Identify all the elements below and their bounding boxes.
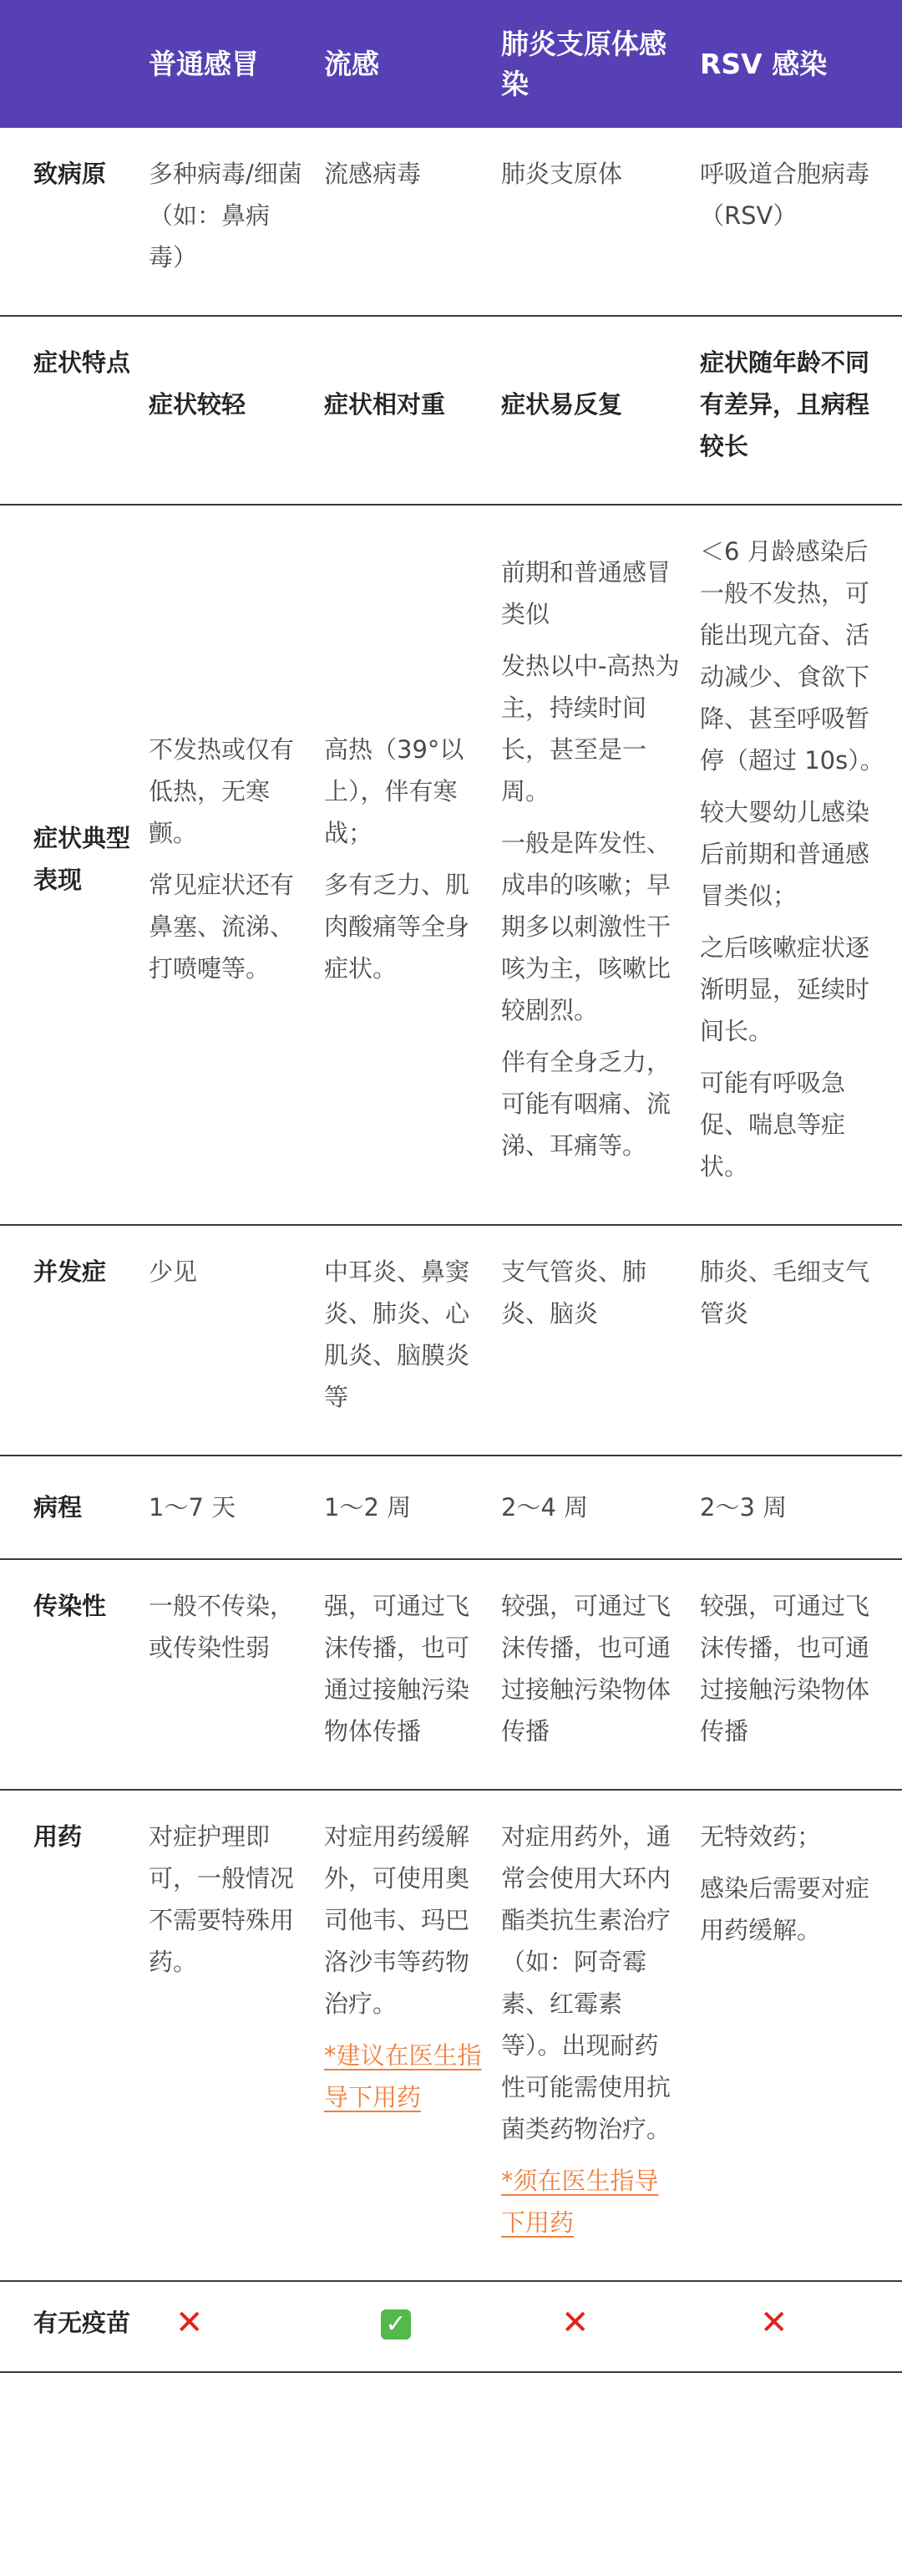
cell-rsv-complication: 肺炎、毛细支气管炎 [693, 1225, 902, 1456]
cell-rsv-course: 2～3 周 [693, 1456, 902, 1559]
cell-flu-course: 1～2 周 [317, 1456, 494, 1559]
table-header [0, 0, 902, 128]
row-label: 症状典型表现 [0, 505, 142, 1225]
cell-rsv-feature: 症状随年龄不同有差异，且病程较长 [693, 316, 902, 505]
doctor-guidance-note[interactable]: *建议在医生指导下用药 [324, 2041, 482, 2111]
row-label: 病程 [0, 1456, 142, 1559]
cell-myco-typical [494, 505, 693, 1225]
header-influenza: 流感 [317, 0, 494, 128]
row-label: 有无疫苗 [0, 2281, 142, 2372]
paragraph: 发热以中-高热为主，持续时间长，甚至是一周。 [501, 652, 680, 805]
cell-cold-feature: 症状较轻 [142, 316, 317, 505]
header-corner [0, 0, 142, 128]
cell-rsv-typical [693, 505, 902, 1225]
cell-myco-complication: 支气管炎、肺炎、脑炎 [494, 1225, 693, 1456]
row-course [0, 1456, 902, 1559]
cell-flu-contagious: 强，可通过飞沫传播，也可通过接触污染物体传播 [317, 1559, 494, 1790]
paragraph: 一般是阵发性、成串的咳嗽；早期多以刺激性干咳为主，咳嗽比较剧烈。 [501, 829, 671, 1024]
cell-myco-feature: 症状易反复 [494, 316, 693, 505]
cell-cold-course: 1～7 天 [142, 1456, 317, 1559]
paragraph: 伴有全身乏力，可能有咽痛、流涕、耳痛等。 [501, 1048, 671, 1160]
cell-flu-vaccine [317, 2281, 494, 2372]
cross-icon: ✕ [760, 2304, 788, 2342]
row-medication [0, 1790, 902, 2281]
cell-cold-pathogen: 多种病毒/细菌（如：鼻病毒） [142, 128, 317, 316]
cross-icon: ✕ [175, 2304, 204, 2342]
header-mycoplasma: 肺炎支原体感染 [494, 0, 693, 128]
cell-myco-course: 2～4 周 [494, 1456, 693, 1559]
row-contagious [0, 1559, 902, 1790]
row-label: 传染性 [0, 1559, 142, 1790]
paragraph: 多有乏力、肌肉酸痛等全身症状。 [324, 871, 470, 983]
paragraph: 无特效药； [700, 1822, 822, 1851]
row-label: 用药 [0, 1790, 142, 2281]
cell-cold-medication: 对症护理即可，一般情况不需要特殊用药。 [142, 1790, 317, 2281]
doctor-guidance-note[interactable]: *须在医生指导下用药 [501, 2167, 659, 2237]
cell-rsv-medication [693, 1790, 902, 2281]
cell-rsv-vaccine [693, 2281, 902, 2372]
cell-flu-typical [317, 505, 494, 1225]
paragraph: 常见症状还有鼻塞、流涕、打喷嚏等。 [149, 871, 295, 983]
cell-myco-medication [494, 1790, 693, 2281]
paragraph: 感染后需要对症用药缓解。 [700, 1874, 870, 1944]
row-symptom-feature [0, 316, 902, 505]
cell-cold-typical [142, 505, 317, 1225]
paragraph: 对症用药外，通常会使用大环内酯类抗生素治疗（如：阿奇霉素、红霉素等）。出现耐药性可能需使用抗菌类药物治疗。 [501, 1822, 671, 2143]
cell-cold-complication: 少见 [142, 1225, 317, 1456]
cell-cold-vaccine [142, 2281, 317, 2372]
cell-flu-medication [317, 1790, 494, 2281]
paragraph: 可能有呼吸急促、喘息等症状。 [700, 1069, 846, 1181]
paragraph: 高热（39°以上），伴有寒战； [324, 735, 464, 847]
cross-icon: ✕ [561, 2304, 590, 2342]
paragraph: 之后咳嗽症状逐渐明显，延续时间长。 [700, 933, 870, 1045]
cell-flu-pathogen: 流感病毒 [317, 128, 494, 316]
header-rsv: RSV 感染 [693, 0, 902, 128]
row-label: 症状特点 [0, 316, 142, 505]
header-common-cold: 普通感冒 [142, 0, 317, 128]
paragraph: 前期和普通感冒类似 [501, 558, 671, 628]
row-pathogen [0, 128, 902, 316]
paragraph: 对症用药缓解外，可使用奥司他韦、玛巴洛沙韦等药物治疗。 [324, 1822, 470, 2018]
cell-rsv-contagious: 较强，可通过飞沫传播，也可通过接触污染物体传播 [693, 1559, 902, 1790]
row-label: 致病原 [0, 128, 142, 316]
row-vaccine [0, 2281, 902, 2372]
cell-rsv-pathogen: 呼吸道合胞病毒（RSV） [693, 128, 902, 316]
paragraph: 较大婴幼儿感染后前期和普通感冒类似； [700, 798, 870, 910]
row-label: 并发症 [0, 1225, 142, 1456]
row-complication [0, 1225, 902, 1456]
check-icon: ✓ [381, 2309, 411, 2340]
paragraph: ＜6 月龄感染后一般不发热，可能出现亢奋、活动减少、食欲下降、甚至呼吸暂停（超过 10s）。 [700, 537, 884, 775]
cell-myco-contagious: 较强，可通过飞沫传播，也可通过接触污染物体传播 [494, 1559, 693, 1790]
paragraph: 不发热或仅有低热，无寒颤。 [149, 735, 295, 847]
cell-cold-contagious: 一般不传染，或传染性弱 [142, 1559, 317, 1790]
cell-myco-pathogen: 肺炎支原体 [494, 128, 693, 316]
cell-flu-feature: 症状相对重 [317, 316, 494, 505]
row-typical-symptoms [0, 505, 902, 1225]
cell-myco-vaccine [494, 2281, 693, 2372]
cell-flu-complication: 中耳炎、鼻窦炎、肺炎、心肌炎、脑膜炎等 [317, 1225, 494, 1456]
header-row [0, 0, 902, 128]
